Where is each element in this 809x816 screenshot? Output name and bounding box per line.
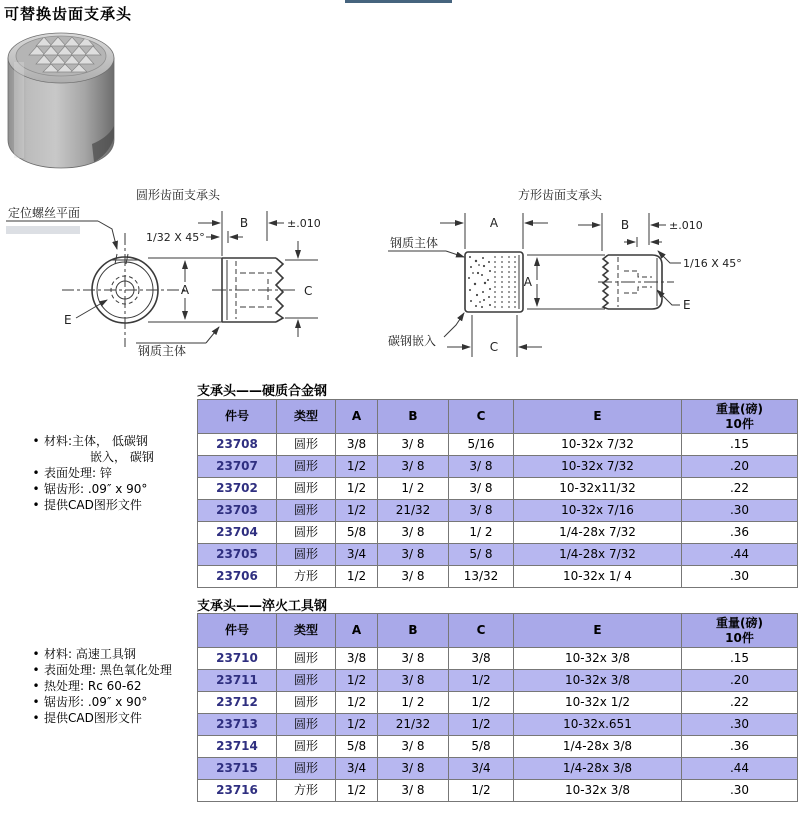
cell-weight: .15 bbox=[682, 648, 798, 670]
cell-a: 5/8 bbox=[336, 736, 378, 758]
cell-a: 3/8 bbox=[336, 648, 378, 670]
bullet-dot: • bbox=[32, 434, 40, 448]
cell-weight: .20 bbox=[682, 670, 798, 692]
cell-type: 方形 bbox=[277, 780, 336, 802]
header-b: B bbox=[378, 400, 449, 434]
table-row bbox=[198, 692, 798, 714]
dim-a-side-label: A bbox=[523, 275, 532, 289]
header-e: E bbox=[514, 614, 682, 648]
list-item bbox=[28, 694, 218, 710]
cell-weight: .30 bbox=[682, 500, 798, 522]
cell-weight: .15 bbox=[682, 434, 798, 456]
cell-part-no: 23714 bbox=[198, 736, 277, 758]
cell-a: 3/4 bbox=[336, 758, 378, 780]
cell-b: 21/32 bbox=[378, 714, 449, 736]
table-row bbox=[198, 670, 798, 692]
cell-type: 圆形 bbox=[277, 714, 336, 736]
list-item bbox=[28, 662, 218, 678]
cell-b: 21/32 bbox=[378, 500, 449, 522]
bullet-dot: • bbox=[32, 679, 40, 693]
faded-text-artifact bbox=[6, 226, 80, 234]
knurl-texture-dots bbox=[468, 256, 491, 308]
cell-c: 5/16 bbox=[449, 434, 514, 456]
cell-a: 3/8 bbox=[336, 434, 378, 456]
cell-a: 3/4 bbox=[336, 544, 378, 566]
cell-b: 3/ 8 bbox=[378, 544, 449, 566]
cell-e: 10-32x 7/16 bbox=[514, 500, 682, 522]
table-row bbox=[198, 758, 798, 780]
list-item bbox=[28, 710, 218, 726]
cell-weight: .44 bbox=[682, 544, 798, 566]
cell-e: 10-32x 3/8 bbox=[514, 780, 682, 802]
product-photo bbox=[4, 26, 120, 174]
note-text: 提供CAD图形文件 bbox=[44, 711, 142, 725]
table-header-row bbox=[198, 614, 798, 648]
cell-e: 10-32x11/32 bbox=[514, 478, 682, 500]
cell-b: 1/ 2 bbox=[378, 478, 449, 500]
cell-part-no: 23710 bbox=[198, 648, 277, 670]
cell-c: 3/ 8 bbox=[449, 500, 514, 522]
note-text: 材料: 高速工具钢 bbox=[44, 647, 136, 661]
list-item bbox=[28, 481, 218, 497]
header-c: C bbox=[449, 400, 514, 434]
carbon-steel-insert-label: 碳钢嵌入 bbox=[388, 334, 437, 348]
cell-weight: .44 bbox=[682, 758, 798, 780]
diagram-round-title: 圆形齿面支承头 bbox=[135, 188, 221, 202]
cell-b: 3/ 8 bbox=[378, 780, 449, 802]
cell-weight: .30 bbox=[682, 780, 798, 802]
header-e: E bbox=[514, 400, 682, 434]
table-row bbox=[198, 500, 798, 522]
cell-c: 3/ 8 bbox=[449, 456, 514, 478]
cell-part-no: 23712 bbox=[198, 692, 277, 714]
locating-screw-flat-label: 定位螺丝平面 bbox=[8, 206, 81, 220]
cell-a: 1/2 bbox=[336, 780, 378, 802]
notes-list-tool-steel bbox=[28, 646, 218, 726]
list-item bbox=[28, 646, 218, 662]
cell-e: 10-32x 1/ 4 bbox=[514, 566, 682, 588]
notes-list-hard-alloy bbox=[28, 433, 218, 513]
cell-type: 圆形 bbox=[277, 670, 336, 692]
cell-e: 10-32x.651 bbox=[514, 714, 682, 736]
cell-c: 1/2 bbox=[449, 670, 514, 692]
bullet-dot: • bbox=[32, 498, 40, 512]
dim-c-label: C bbox=[304, 284, 313, 298]
cell-type: 圆形 bbox=[277, 692, 336, 714]
header-c: C bbox=[449, 614, 514, 648]
chamfer-label: 1/32 X 45° bbox=[146, 231, 205, 244]
list-item bbox=[28, 497, 218, 513]
cell-e: 10-32x 7/32 bbox=[514, 456, 682, 478]
cell-e: 10-32x 1/2 bbox=[514, 692, 682, 714]
cylinder-highlight bbox=[14, 62, 24, 158]
cell-a: 1/2 bbox=[336, 500, 378, 522]
cell-part-no: 23707 bbox=[198, 456, 277, 478]
bullet-dot: • bbox=[32, 663, 40, 677]
note-text: 锯齿形: .09″ x 90° bbox=[44, 482, 148, 496]
table1-title: 支承头——硬质合金钢 bbox=[197, 384, 328, 399]
cell-c: 1/2 bbox=[449, 692, 514, 714]
cell-weight: .22 bbox=[682, 478, 798, 500]
tolerance-label: ±.010 bbox=[669, 219, 703, 232]
dim-b-label: B bbox=[239, 216, 249, 230]
spec-table-hard-alloy bbox=[197, 399, 798, 588]
cell-e: 1/4-28x 3/8 bbox=[514, 736, 682, 758]
cell-type: 方形 bbox=[277, 566, 336, 588]
cell-b: 3/ 8 bbox=[378, 758, 449, 780]
cell-weight: .20 bbox=[682, 456, 798, 478]
note-text: 提供CAD图形文件 bbox=[44, 498, 142, 512]
bullet-dot: • bbox=[32, 647, 40, 661]
cell-type: 圆形 bbox=[277, 456, 336, 478]
diagram-round-head bbox=[0, 185, 340, 380]
dim-a-label: A bbox=[180, 283, 190, 297]
cell-b: 3/ 8 bbox=[378, 670, 449, 692]
cell-e: 1/4-28x 7/32 bbox=[514, 544, 682, 566]
cell-e: 1/4-28x 3/8 bbox=[514, 758, 682, 780]
header-b: B bbox=[378, 614, 449, 648]
note-text: 嵌入， 碳钢 bbox=[90, 450, 154, 464]
header-part-no: 件号 bbox=[198, 614, 277, 648]
cell-type: 圆形 bbox=[277, 544, 336, 566]
cell-type: 圆形 bbox=[277, 434, 336, 456]
tolerance-label: ±.010 bbox=[287, 217, 321, 230]
cell-b: 3/ 8 bbox=[378, 456, 449, 478]
header-weight: 重量(磅) 10件 bbox=[682, 400, 798, 434]
cell-weight: .30 bbox=[682, 714, 798, 736]
cell-part-no: 23706 bbox=[198, 566, 277, 588]
cell-c: 3/4 bbox=[449, 758, 514, 780]
bullet-dot: • bbox=[32, 695, 40, 709]
table-row bbox=[198, 456, 798, 478]
cell-c: 1/2 bbox=[449, 780, 514, 802]
diagram-square-title: 方形齿面支承头 bbox=[517, 188, 603, 202]
cell-b: 3/ 8 bbox=[378, 648, 449, 670]
table-header-row bbox=[198, 400, 798, 434]
header-weight: 重量(磅) 10件 bbox=[682, 614, 798, 648]
cell-type: 圆形 bbox=[277, 522, 336, 544]
cell-type: 圆形 bbox=[277, 758, 336, 780]
note-text: 材料:主体， 低碳钢 bbox=[44, 434, 148, 448]
cell-c: 1/ 2 bbox=[449, 522, 514, 544]
table-row bbox=[198, 478, 798, 500]
cell-c: 3/8 bbox=[449, 648, 514, 670]
cell-part-no: 23713 bbox=[198, 714, 277, 736]
cell-type: 圆形 bbox=[277, 648, 336, 670]
cell-part-no: 23711 bbox=[198, 670, 277, 692]
cell-weight: .22 bbox=[682, 692, 798, 714]
cell-c: 13/32 bbox=[449, 566, 514, 588]
cell-type: 圆形 bbox=[277, 736, 336, 758]
cell-type: 圆形 bbox=[277, 478, 336, 500]
cell-part-no: 23708 bbox=[198, 434, 277, 456]
top-edge-artifact bbox=[345, 0, 452, 3]
cell-b: 3/ 8 bbox=[378, 434, 449, 456]
cell-a: 5/8 bbox=[336, 522, 378, 544]
cell-part-no: 23715 bbox=[198, 758, 277, 780]
cell-part-no: 23702 bbox=[198, 478, 277, 500]
header-type: 类型 bbox=[277, 400, 336, 434]
note-text: 锯齿形: .09″ x 90° bbox=[44, 695, 148, 709]
cell-a: 1/2 bbox=[336, 478, 378, 500]
table-row bbox=[198, 780, 798, 802]
cell-weight: .36 bbox=[682, 522, 798, 544]
header-type: 类型 bbox=[277, 614, 336, 648]
cell-c: 5/8 bbox=[449, 736, 514, 758]
cell-weight: .36 bbox=[682, 736, 798, 758]
dim-b-label: B bbox=[620, 218, 630, 232]
cell-b: 1/ 2 bbox=[378, 692, 449, 714]
cell-b: 3/ 8 bbox=[378, 566, 449, 588]
cell-c: 5/ 8 bbox=[449, 544, 514, 566]
bullet-dot: • bbox=[32, 482, 40, 496]
chamfer-label: 1/16 X 45° bbox=[683, 257, 742, 270]
cell-e: 1/4-28x 7/32 bbox=[514, 522, 682, 544]
cell-b: 3/ 8 bbox=[378, 522, 449, 544]
cell-part-no: 23705 bbox=[198, 544, 277, 566]
cell-a: 1/2 bbox=[336, 714, 378, 736]
steel-body-label: 钢质主体 bbox=[138, 344, 187, 358]
cell-a: 1/2 bbox=[336, 566, 378, 588]
note-text: 表面处理: 黑色氧化处理 bbox=[44, 663, 172, 677]
table-row bbox=[198, 714, 798, 736]
header-a: A bbox=[336, 614, 378, 648]
note-text: 表面处理: 锌 bbox=[44, 466, 112, 480]
dim-e-label: E bbox=[683, 298, 691, 312]
cell-c: 1/2 bbox=[449, 714, 514, 736]
table-row bbox=[198, 544, 798, 566]
table2-title: 支承头——淬火工具钢 bbox=[197, 599, 328, 614]
diagram-square-head bbox=[380, 185, 809, 380]
cell-weight: .30 bbox=[682, 566, 798, 588]
cell-b: 3/ 8 bbox=[378, 736, 449, 758]
cell-c: 3/ 8 bbox=[449, 478, 514, 500]
header-a: A bbox=[336, 400, 378, 434]
cell-e: 10-32x 3/8 bbox=[514, 648, 682, 670]
cell-type: 圆形 bbox=[277, 500, 336, 522]
table-row bbox=[198, 736, 798, 758]
cell-a: 1/2 bbox=[336, 456, 378, 478]
list-item bbox=[28, 465, 218, 481]
header-part-no: 件号 bbox=[198, 400, 277, 434]
table-row bbox=[198, 434, 798, 456]
dim-a-top-label: A bbox=[489, 216, 499, 230]
knurl-texture-lines bbox=[495, 256, 515, 308]
cell-part-no: 23704 bbox=[198, 522, 277, 544]
table-row bbox=[198, 566, 798, 588]
steel-body-label: 钢质主体 bbox=[390, 236, 439, 250]
note-text: 热处理: Rc 60-62 bbox=[44, 679, 142, 693]
bullet-dot: • bbox=[32, 711, 40, 725]
page-title: 可替换齿面支承头 bbox=[4, 5, 133, 23]
table-row bbox=[198, 648, 798, 670]
list-item bbox=[28, 678, 218, 694]
spec-table-tool-steel bbox=[197, 613, 798, 802]
cell-part-no: 23703 bbox=[198, 500, 277, 522]
bullet-dot: • bbox=[32, 466, 40, 480]
cell-part-no: 23716 bbox=[198, 780, 277, 802]
table-row bbox=[198, 522, 798, 544]
cell-a: 1/2 bbox=[336, 670, 378, 692]
list-item bbox=[28, 433, 218, 465]
cell-e: 10-32x 7/32 bbox=[514, 434, 682, 456]
cell-a: 1/2 bbox=[336, 692, 378, 714]
dim-c-label: C bbox=[489, 340, 499, 354]
cell-e: 10-32x 3/8 bbox=[514, 670, 682, 692]
dim-e-label: E bbox=[64, 313, 72, 327]
